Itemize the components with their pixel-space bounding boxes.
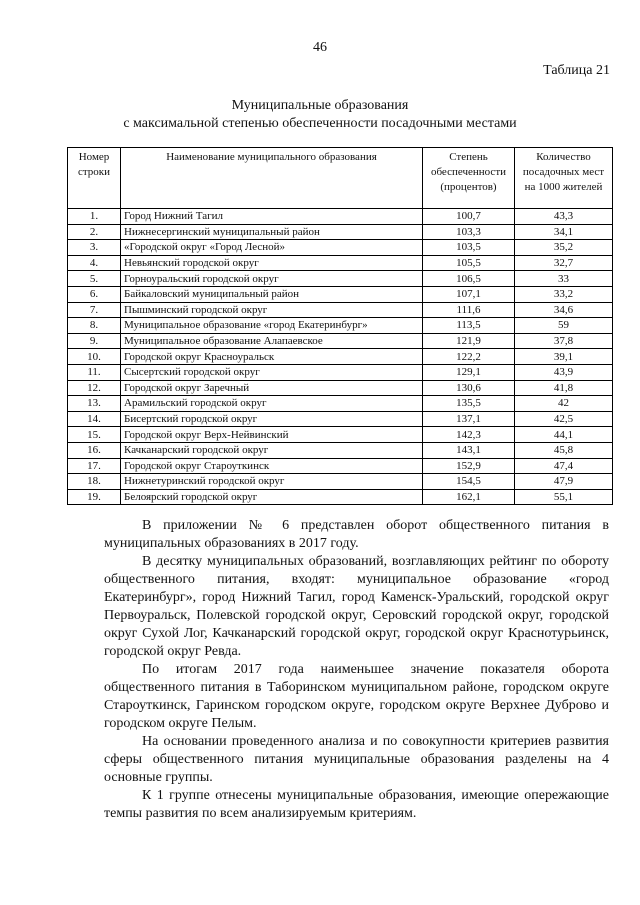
table-label: Таблица 21 — [543, 63, 610, 78]
header-provision-degree: Степень обеспеченности (процентов) — [423, 148, 515, 209]
row-number-cell: 19. — [68, 489, 121, 505]
table-body — [68, 209, 613, 505]
table-row — [68, 458, 613, 474]
table-row — [68, 474, 613, 490]
provision-degree-cell: 113,5 — [423, 318, 515, 334]
seats-count-cell: 45,8 — [515, 442, 613, 458]
table-row — [68, 318, 613, 334]
table-row — [68, 396, 613, 412]
municipality-name-cell: Горноуральский городской округ — [121, 271, 423, 287]
seats-count-cell: 47,9 — [515, 474, 613, 490]
table-row — [68, 411, 613, 427]
paragraph: На основании проведенного анализа и по совокупности критериев развития сферы общественного питания муниципальные образования разделены на 4 основные группы. — [104, 734, 609, 785]
row-number-cell: 11. — [68, 364, 121, 380]
seats-count-cell: 59 — [515, 318, 613, 334]
seats-count-cell: 33 — [515, 271, 613, 287]
paragraph: В десятку муниципальных образований, возглавляющих рейтинг по обороту общественного питания, входят: муниципальное образование «город Екатеринбург», город Нижний Тагил, город Каменск-Уральский, городской округ Первоуральск, Полевской городской округ, Серовский городской округ, городской округ Сухой Лог, Качканарский городской округ, городской округ Краснотурьинск, городской округ Ревда. — [104, 554, 609, 659]
table-row — [68, 349, 613, 365]
provision-degree-cell: 142,3 — [423, 427, 515, 443]
seats-count-cell: 44,1 — [515, 427, 613, 443]
provision-degree-cell: 106,5 — [423, 271, 515, 287]
row-number-cell: 1. — [68, 209, 121, 225]
table-row — [68, 240, 613, 256]
row-number-cell: 12. — [68, 380, 121, 396]
seats-count-cell: 42 — [515, 396, 613, 412]
provision-degree-cell: 130,6 — [423, 380, 515, 396]
table-row — [68, 302, 613, 318]
provision-degree-cell: 100,7 — [423, 209, 515, 225]
seats-count-cell: 43,9 — [515, 364, 613, 380]
provision-degree-cell: 105,5 — [423, 255, 515, 271]
seats-count-cell: 47,4 — [515, 458, 613, 474]
row-number-cell: 8. — [68, 318, 121, 334]
seats-count-cell: 43,3 — [515, 209, 613, 225]
municipality-name-cell: Муниципальное образование Алапаевское — [121, 333, 423, 349]
row-number-cell: 10. — [68, 349, 121, 365]
municipality-name-cell: Пышминский городской округ — [121, 302, 423, 318]
table-row — [68, 489, 613, 505]
body-text — [104, 517, 609, 823]
row-number-cell: 16. — [68, 442, 121, 458]
row-number-cell: 17. — [68, 458, 121, 474]
header-seats-count: Количество посадочных мест на 1000 жителей — [515, 148, 613, 209]
seats-count-cell: 33,2 — [515, 286, 613, 302]
municipality-name-cell: Городской округ Верх-Нейвинский — [121, 427, 423, 443]
seats-count-cell: 32,7 — [515, 255, 613, 271]
municipality-name-cell: Нижнесергинский муниципальный район — [121, 224, 423, 240]
seats-count-cell: 39,1 — [515, 349, 613, 365]
seats-count-cell: 35,2 — [515, 240, 613, 256]
municipality-name-cell: Нижнетуринский городской округ — [121, 474, 423, 490]
municipality-name-cell: Качканарский городской округ — [121, 442, 423, 458]
seats-count-cell: 42,5 — [515, 411, 613, 427]
row-number-cell: 3. — [68, 240, 121, 256]
municipality-name-cell: Городской округ Красноуральск — [121, 349, 423, 365]
row-number-cell: 6. — [68, 286, 121, 302]
municipality-name-cell: «Городской округ «Город Лесной» — [121, 240, 423, 256]
table-row — [68, 286, 613, 302]
row-number-cell: 15. — [68, 427, 121, 443]
municipality-name-cell: Сысертский городской округ — [121, 364, 423, 380]
provision-degree-cell: 103,3 — [423, 224, 515, 240]
table-row — [68, 427, 613, 443]
provision-degree-cell: 154,5 — [423, 474, 515, 490]
table-title — [0, 97, 640, 133]
table-row — [68, 333, 613, 349]
municipality-name-cell: Белоярский городской округ — [121, 489, 423, 505]
municipalities-table — [67, 147, 613, 505]
provision-degree-cell: 121,9 — [423, 333, 515, 349]
row-number-cell: 13. — [68, 396, 121, 412]
table-title-line-2: с максимальной степенью обеспеченности посадочными местами — [123, 116, 517, 131]
municipality-name-cell: Городской округ Заречный — [121, 380, 423, 396]
seats-count-cell: 55,1 — [515, 489, 613, 505]
seats-count-cell: 34,6 — [515, 302, 613, 318]
row-number-cell: 14. — [68, 411, 121, 427]
seats-count-cell: 41,8 — [515, 380, 613, 396]
row-number-cell: 4. — [68, 255, 121, 271]
provision-degree-cell: 143,1 — [423, 442, 515, 458]
page-number: 46 — [313, 40, 327, 55]
provision-degree-cell: 103,5 — [423, 240, 515, 256]
table-row — [68, 364, 613, 380]
paragraph: В приложении № 6 представлен оборот общественного питания в муниципальных образованиях в 2017 году. — [104, 518, 609, 551]
row-number-cell: 18. — [68, 474, 121, 490]
paragraph: По итогам 2017 года наименьшее значение показателя оборота общественного питания в Таборинском муниципальном районе, городском округе Староуткинск, Гаринском городском округе, городском округе Верхнее Дуброво и городском округе Пелым. — [104, 662, 609, 731]
provision-degree-cell: 152,9 — [423, 458, 515, 474]
paragraph: К 1 группе отнесены муниципальные образования, имеющие опережающие темпы развития по всем анализируемым критериям. — [104, 788, 609, 821]
header-municipality-name: Наименование муниципального образования — [121, 148, 423, 209]
table-row — [68, 209, 613, 225]
table-header-row — [68, 148, 613, 209]
provision-degree-cell: 129,1 — [423, 364, 515, 380]
municipality-name-cell: Город Нижний Тагил — [121, 209, 423, 225]
provision-degree-cell: 135,5 — [423, 396, 515, 412]
provision-degree-cell: 111,6 — [423, 302, 515, 318]
municipality-name-cell: Байкаловский муниципальный район — [121, 286, 423, 302]
row-number-cell: 7. — [68, 302, 121, 318]
table-row — [68, 271, 613, 287]
seats-count-cell: 34,1 — [515, 224, 613, 240]
municipality-name-cell: Бисертский городской округ — [121, 411, 423, 427]
provision-degree-cell: 162,1 — [423, 489, 515, 505]
municipality-name-cell: Арамильский городской округ — [121, 396, 423, 412]
header-row-number: Номер строки — [68, 148, 121, 209]
row-number-cell: 2. — [68, 224, 121, 240]
table-row — [68, 380, 613, 396]
municipality-name-cell: Муниципальное образование «город Екатеринбург» — [121, 318, 423, 334]
row-number-cell: 9. — [68, 333, 121, 349]
row-number-cell: 5. — [68, 271, 121, 287]
municipality-name-cell: Городской округ Староуткинск — [121, 458, 423, 474]
table-title-line-1: Муниципальные образования — [231, 98, 409, 113]
table-row — [68, 224, 613, 240]
provision-degree-cell: 122,2 — [423, 349, 515, 365]
seats-count-cell: 37,8 — [515, 333, 613, 349]
provision-degree-cell: 137,1 — [423, 411, 515, 427]
table-row — [68, 255, 613, 271]
municipality-name-cell: Невьянский городской округ — [121, 255, 423, 271]
provision-degree-cell: 107,1 — [423, 286, 515, 302]
table-row — [68, 442, 613, 458]
